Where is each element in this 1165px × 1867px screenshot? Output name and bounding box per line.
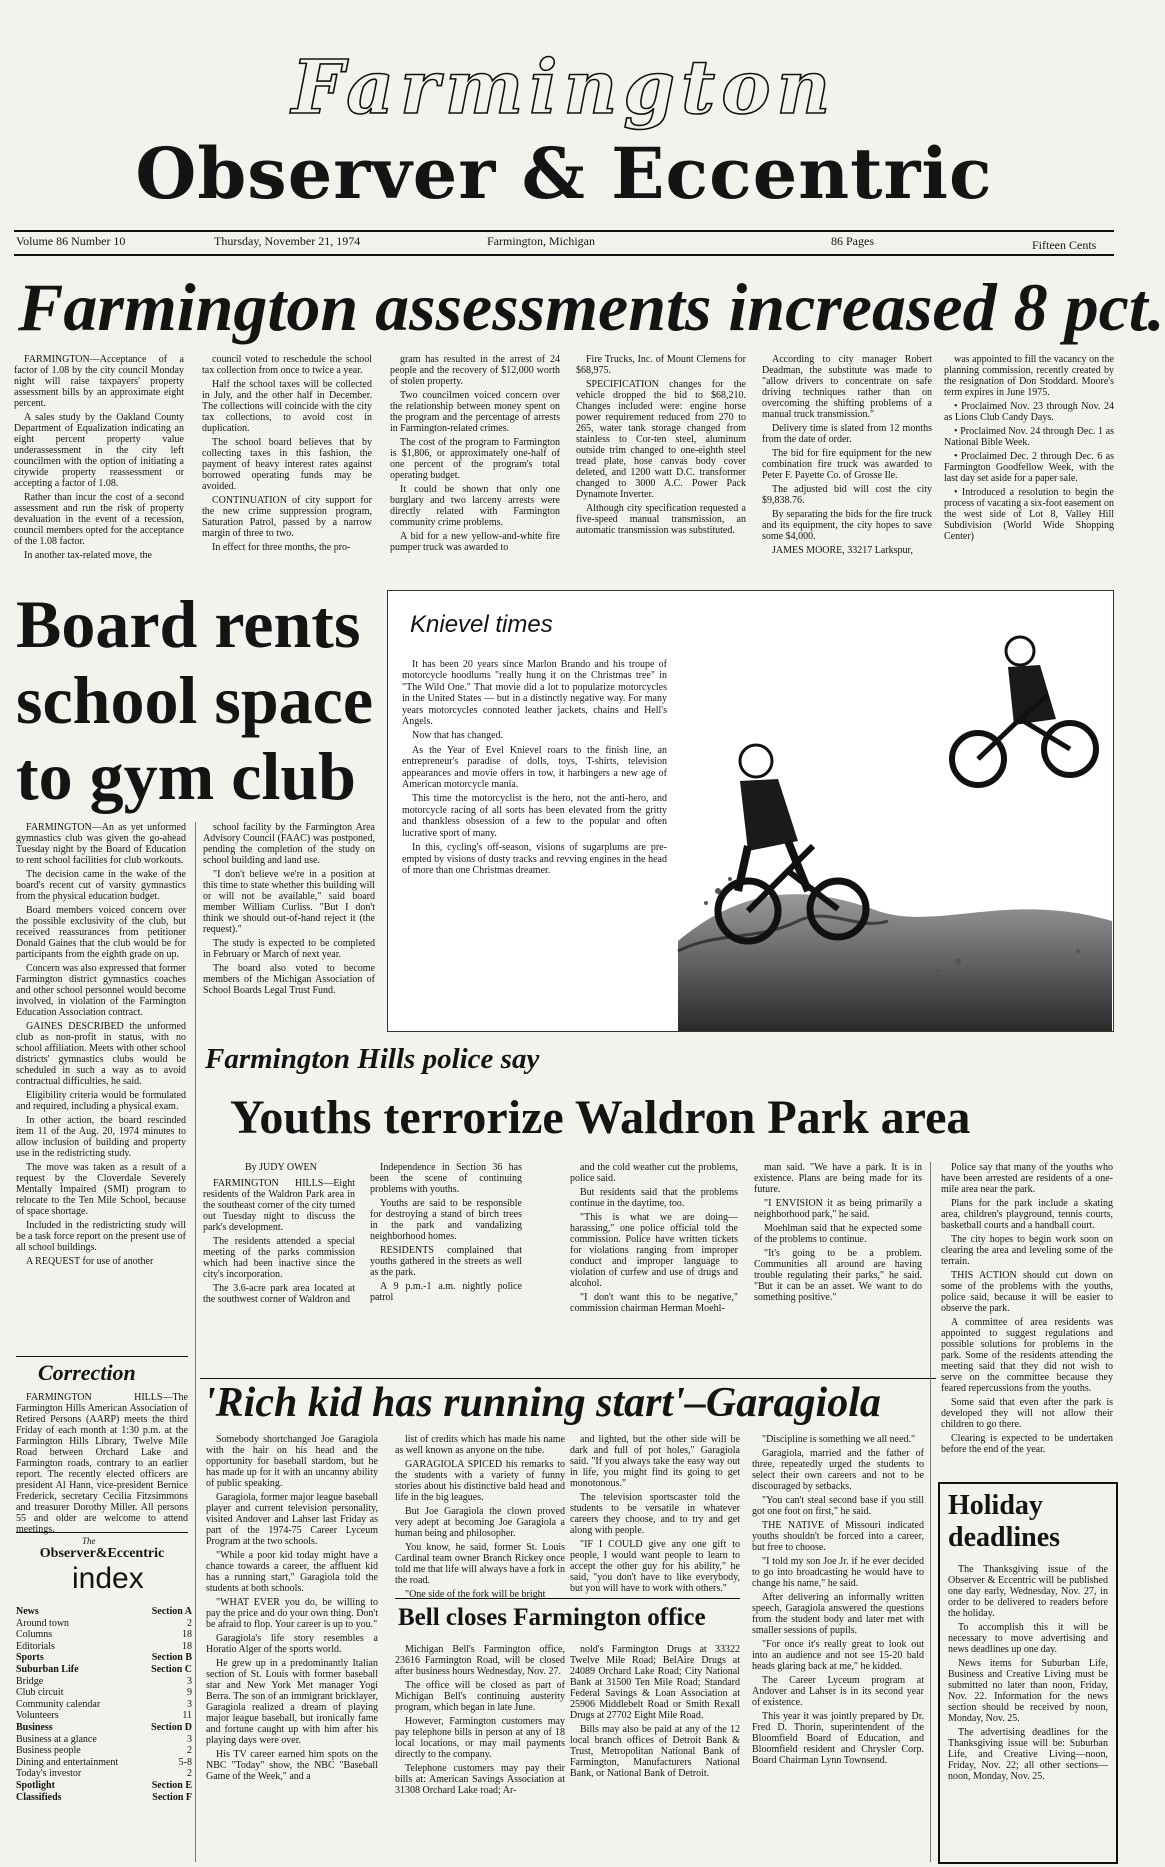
garagiola-paragraph: "Discipline is something we all need." [762, 1434, 916, 1445]
board-paragraph: Concern was also expressed that former Farmington district gymnastics coaches and other school personnel would become involved, in violation of the Farmington Education Association contract. [16, 963, 186, 1018]
knievel-feature [387, 590, 1114, 1032]
board-column-1 [16, 822, 186, 1352]
lead-paragraph: gram has resulted in the arrest of 24 people and the recovery of $12,000 worth of stolen property. [390, 354, 560, 387]
index-row [16, 1676, 192, 1688]
board-headline [16, 586, 376, 814]
index-row [16, 1722, 192, 1734]
bell-paragraph: Telephone customers may pay their bills at: American Savings Association at 31308 Orchard Lake road; Ar- [395, 1763, 565, 1796]
index-section-page: 5-8 [178, 1756, 192, 1768]
board-column-2 [203, 822, 375, 1042]
police-paragraph: The city hopes to begin work soon on clearing the area and leveling some of the terrain. [941, 1234, 1113, 1267]
index-section-name: Suburban Life [16, 1663, 79, 1675]
garagiola-paragraph: "IF I COULD give any one gift to people, I would want people to learn to accept the other guy for his ability," he said, "you don't have to like everybody, but you will have to work with others." [570, 1539, 740, 1594]
index-row [16, 1699, 192, 1711]
garagiola-paragraph: Garagiola, former major league baseball player and current television personality, visited Andover and Lahser last Friday as part of the 1974-75 Career Lyceum Program at the two schools. [206, 1492, 378, 1547]
police-paragraph: Police say that many of the youths who have been arrested are residents of a one-mile area near the park. [941, 1162, 1113, 1195]
holiday-paragraph: The advertising deadlines for the Thanksgiving issue will be: Suburban Life, and Creative Living—noon, Friday, Nov. 22; all other sections—noon, Monday, Nov. 25. [948, 1727, 1108, 1782]
knievel-paragraph: In this, cycling's off-season, visions of sugarplums are pre-empted by visions of dusty tracks and revving engines in the head of more than one Christmas dreamer. [402, 842, 667, 876]
board-paragraph: Board members voiced concern over the possible exclusivity of the club, but received reassurances from petitioner Donald Gaines that the club would be for participants from the eighth grade on up. [16, 905, 186, 960]
index-row [16, 1652, 192, 1664]
garagiola-column-1 [206, 1434, 378, 1862]
index-section-page: Section A [151, 1606, 192, 1617]
police-paragraph: The 3.6-acre park area located at the southwest corner of Waldron and [203, 1283, 355, 1305]
lead-paragraph: was appointed to fill the vacancy on the planning commission, recently created by the resignation of Don Stoddard. Moore's term expires in June 1975. [944, 354, 1114, 398]
garagiola-paragraph: "I told my son Joe Jr. if he ever decided to go into broadcasting he would have to change his name," he said. [752, 1556, 924, 1589]
police-paragraph: A 9 p.m.-1 a.m. nightly police patrol [370, 1281, 522, 1303]
board-paragraph: Included in the redistricting study will be a task force report on the present use of all school buildings. [16, 1220, 186, 1253]
index-section-page: 3 [187, 1733, 192, 1745]
board-paragraph: GAINES DESCRIBED the unformed club as non-profit in status, with no school affiliation. Meets with other school districts' gymnastics clubs would be scheduled in such a way as to avoid contractual difficulties, he said. [16, 1021, 186, 1087]
correction-rule [16, 1356, 188, 1357]
police-headline: Youths terrorize Waldron Park area [230, 1091, 971, 1144]
index-section-name: Bridge [16, 1675, 44, 1687]
lead-paragraph: Rather than incur the cost of a second assessment and run the risk of property devaluation in the event of a recession, council members opted for the acceptance of the 1.08 factor. [14, 492, 184, 547]
column-divider [195, 822, 196, 1862]
holiday-box [938, 1482, 1118, 1864]
police-paragraph: A committee of area residents was appointed to suggest regulations and possible solutions for problems in the park. Some of the residents attending the meeting said that they did not wish to serve on the committee because they feared repercussions from the youths. [941, 1317, 1113, 1394]
board-paragraph: The decision came in the wake of the board's recent cut of varsity gymnastics from the physical education budget. [16, 869, 186, 902]
lead-paragraph: The bid for fire equipment for the new combination fire truck was awarded to Peter F. Payette Co. of Grosse Ile. [762, 448, 932, 481]
lead-headline: Farmington assessments increased 8 pct. [18, 269, 1165, 345]
lead-column-3 [390, 354, 560, 576]
police-paragraph: Plans for the park include a skating area, children's playground, tennis courts, basketball courts and a handball court. [941, 1198, 1113, 1231]
police-paragraph: FARMINGTON HILLS—Eight residents of the Waldron Park area in the southeast corner of the city turned out Tuesday night to discuss the park's development. [203, 1178, 355, 1233]
index-section-page: 3 [187, 1698, 192, 1710]
police-paragraph: "I don't want this to be negative," commission chairman Herman Moehl- [570, 1292, 738, 1314]
index-title: index [72, 1562, 144, 1595]
masthead-rule-top [14, 230, 1114, 232]
lead-paragraph: • Introduced a resolution to begin the process of vacating a six-foot easement on the west side of Lot 8, Valley Hill Subdivision (World Wide Shopping Center) [944, 487, 1114, 542]
garagiola-paragraph: "WHAT EVER you do, be willing to pay the price and do your own thing. Don't be afraid to flop. Your career is up to you." [206, 1597, 378, 1630]
police-paragraph: man said. "We have a park. It is in existence. Plans are being made for its future. [754, 1162, 922, 1195]
lead-column-5 [762, 354, 932, 576]
board-paragraph: school facility by the Farmington Area Advisory Council (FAAC) was postponed, pending the completion of the study on school building and land use. [203, 822, 375, 866]
index-logo: Observer&Eccentric [39, 1546, 165, 1561]
police-paragraph: "It's going to be a problem. Communities all around are having trouble regulating their parks," he said. "But it can be an asset. We want to do something positive." [754, 1248, 922, 1303]
garagiola-paragraph: "While a poor kid today might have a chance towards a career, the affluent kid has a running start," Garagiola told the students at both schools. [206, 1550, 378, 1594]
police-column-4 [754, 1162, 922, 1373]
index-section-name: Editorials [16, 1640, 55, 1652]
garagiola-column-2 [395, 1434, 565, 1600]
index-rule [16, 1532, 188, 1533]
lead-paragraph: Delivery time is slated from 12 months from the date of order. [762, 423, 932, 445]
garagiola-paragraph: Somebody shortchanged Joe Garagiola with the hair on his head and the opportunity for baseball stardom, but he has made up for it with an uncanny ability of public speaking. [206, 1434, 378, 1489]
bell-paragraph: However, Farmington customers may pay telephone bills in person at any of 18 local locations, or may mail payments directly to the company. [395, 1716, 565, 1760]
police-paragraph: Clearing is expected to be undertaken before the end of the year. [941, 1433, 1113, 1455]
police-paragraph: The residents attended a special meeting of the parks commission which had been inactive since the city's incorporation. [203, 1236, 355, 1280]
garagiola-paragraph: GARAGIOLA SPICED his remarks to the students with a variety of funny stories about his distinctive bald head and life in the big leagues. [395, 1459, 565, 1503]
garagiola-paragraph: The Career Lyceum program at Andover and Lahser is in its second year of existence. [752, 1675, 924, 1708]
police-paragraph: "This is what we are doing—harassing," one police official told the commission. Police have written tickets for violations ranging from improper conduct and improper language to violation of curfew and use of drugs and alcohol. [570, 1212, 738, 1289]
masthead-rule-bottom [14, 254, 1114, 256]
lead-paragraph: A bid for a new yellow-and-white fire pumper truck was awarded to [390, 531, 560, 553]
index-row [16, 1745, 192, 1757]
lead-paragraph: The cost of the program to Farmington is $1,806, or approximately one-half of one percent of the program's total operating budget. [390, 437, 560, 481]
index-section-name: Community calendar [16, 1698, 101, 1710]
board-paragraph: In other action, the board rescinded item 11 of the Aug. 20, 1974 minutes to allow inclusion of building and property use in the redistricting study. [16, 1115, 186, 1159]
index-row [16, 1768, 192, 1780]
board-paragraph: The board also voted to become members of the Michigan Association of School Boards Legal Trust Fund. [203, 963, 375, 996]
index-row [16, 1734, 192, 1746]
index-row [16, 1664, 192, 1676]
lead-paragraph: In another tax-related move, the [24, 550, 152, 561]
bell-column-2 [570, 1644, 740, 1862]
page-count: 86 Pages [831, 234, 874, 248]
holiday-paragraph: To accomplish this it will be necessary to move advertising and news deadlines up one day. [948, 1622, 1108, 1655]
index-section-name: Volunteers [16, 1710, 59, 1722]
masthead-title: Observer & Eccentric [135, 132, 993, 215]
index-row [16, 1618, 192, 1630]
lead-paragraph: The adjusted bid will cost the city $9,838.76. [762, 484, 932, 506]
index-section-page: Section F [152, 1791, 192, 1803]
board-paragraph: Eligibility criteria would be formulated and required, including a physical exam. [16, 1090, 186, 1112]
lead-paragraph: • Proclaimed Dec. 2 through Dec. 6 as Farmington Goodfellow Week, with the last day set aside for a paper sale. [944, 451, 1114, 484]
holiday-headline-line: Holiday [948, 1490, 1043, 1521]
board-paragraph: FARMINGTON—An as yet unformed gymnastics club was given the go-ahead Tuesday night by the Board of Education to rent school facilities for club workouts. [16, 822, 186, 866]
police-column-2 [370, 1162, 522, 1373]
index-section-page: 11 [182, 1710, 192, 1722]
lead-column-4 [576, 354, 746, 576]
police-paragraph: Youths are said to be responsible for destroying a stand of birch trees in the park and vandalizing neighborhood homes. [370, 1198, 522, 1242]
knievel-paragraph: Now that has changed. [412, 730, 504, 742]
police-paragraph: "I ENVISION it as being primarily a neighborhood park," he said. [754, 1198, 922, 1220]
index-section-name: Dining and entertainment [16, 1756, 119, 1768]
index-row [16, 1606, 192, 1618]
garagiola-paragraph: His TV career earned him spots on the NBC "Today" show, the NBC "Baseball Game of the Week," and a [206, 1749, 378, 1782]
column-divider [930, 1162, 931, 1862]
holiday-text [948, 1564, 1108, 1856]
lead-paragraph: CONTINUATION of city support for the new crime suppression program, Saturation Patrol, passed by a narrow margin of three to two. [202, 495, 372, 539]
index-section-page: 2 [187, 1745, 192, 1757]
police-paragraph: Independence in Section 36 has been the scene of continuing problems with youths. [370, 1162, 522, 1195]
garagiola-paragraph: This year it was jointly prepared by Dr. Fred D. Thorin, superintendent of the Bloomfield Board of Education, and Bloomfield resident and Chrysler Corp. Board Chairman Lynn Townsend. [752, 1711, 924, 1766]
board-headline-line: to gym club [16, 738, 356, 814]
garagiola-paragraph: After delivering an informally written speech, Garagiola answered the questions from the student body and later met with smaller sessions of pupils. [752, 1592, 924, 1636]
lead-paragraph: Half the school taxes will be collected in July, and the other half in December. The collections will coincide with the city tax collections, to avoid cost in duplication. [202, 379, 372, 434]
bell-column-1 [395, 1644, 565, 1862]
knievel-paragraph: It has been 20 years since Marlon Brando and his troupe of motorcycle hoodlums "really hung it on the Christmas tree" in "The Wild One." That movie did a lot to popularize motorcycles in the United States — but in a distinctly negative way. For many years motorcycles connoted leather jackets, chains and Hell's Angels. [402, 659, 667, 728]
garagiola-headline: 'Rich kid has running start'–Garagiola [204, 1380, 881, 1426]
correction-paragraph: FARMINGTON HILLS—The Farmington Hills American Association of Retired Persons (AARP) meets the third Friday of each month at 1:30 p.m. at the Farmington Hills Library, Twelve Mile Road between Orchard Lake and Farmington roads, contrary to an earlier report. The recently elected officers are president Al Hann, vice-president Bernice Frederick, secretary Cecilia Fitzsimmons and treasurer Dorothy Miller. All persons 55 and older are welcome to attend meetings. [16, 1392, 188, 1535]
correction-text [16, 1392, 188, 1535]
police-kicker: Farmington Hills police say [205, 1043, 540, 1075]
lead-paragraph: SPECIFICATION changes for the vehicle dropped the bid to $68,210. Changes included were: engine horse power requirement reduced from 270 to 265, water tank storage changed from stainless to Cor-ten steel, aluminum outside trim changed to one-eighth steel tread plate, hose canvas body cover deleted, and 1200 watt D.C. transformer changed to 3000 A.C. Power Pack Dynamote Inverter. [576, 379, 746, 500]
lead-paragraph: FARMINGTON—Acceptance of a factor of 1.08 by the city council Monday night will raise taxpayers' property assessment bills by an approximate eight percent. [14, 354, 184, 409]
garagiola-paragraph: The television sportscaster told the students to be versatile in whatever careers they choose, and to try and get along with people. [570, 1492, 740, 1536]
index-section-page: 9 [187, 1687, 192, 1699]
police-paragraph: THIS ACTION should cut down on some of the problems with the youths, police said, because it will be easier to observe the park. [941, 1270, 1113, 1314]
lead-paragraph: Fire Trucks, Inc. of Mount Clemens for $68,975. [576, 354, 746, 376]
police-paragraph: Some said that even after the park is developed they will not allow their children to go there. [941, 1397, 1113, 1430]
index-section-name: Around town [16, 1617, 70, 1629]
index-section-page: Section B [151, 1652, 192, 1664]
index-row [16, 1687, 192, 1699]
garagiola-paragraph: "One side of the fork will be bright [405, 1589, 546, 1600]
bell-paragraph: Bills may also be paid at any of the 12 local branch offices of Detroit Bank & Trust, Metropolitan National Bank of Farmington, Manufacturers National Bank, or National Bank of Detroit. [570, 1724, 740, 1779]
volume-number: Volume 86 Number 10 [16, 234, 126, 248]
garagiola-paragraph: You know, he said, former St. Louis Cardinal team owner Branch Rickey once told me that life will always have a fork in the road. [395, 1542, 565, 1586]
masthead-top: Farmington [291, 45, 837, 131]
index-row [16, 1710, 192, 1722]
index-section-name: Club circuit [16, 1687, 64, 1699]
lead-column-6 [944, 354, 1114, 576]
index-section-name: Spotlight [16, 1779, 55, 1791]
board-paragraph: A REQUEST for use of another [26, 1256, 154, 1267]
board-headline-line: Board rents [16, 586, 361, 662]
dateline-place: Farmington, Michigan [487, 234, 595, 248]
lead-paragraph: According to city manager Robert Deadman, the substitute was made to "allow drivers to concentrate on safe driving techniques rather than on overcoming the shifting problems of a manual truck transmission." [762, 354, 932, 420]
lead-column-2 [202, 354, 372, 576]
lead-paragraph: council voted to reschedule the school tax collection from once to twice a year. [202, 354, 372, 376]
index-row [16, 1641, 192, 1653]
index-row [16, 1780, 192, 1792]
index-section-name: News [16, 1606, 39, 1617]
index-section-page: 3 [187, 1675, 192, 1687]
index-logo-the: The [82, 1536, 96, 1546]
lead-paragraph: JAMES MOORE, 33217 Larkspur, [772, 545, 913, 556]
garagiola-column-3 [570, 1434, 740, 1594]
holiday-paragraph: The Thanksgiving issue of the Observer & Eccentric will be published one day early, Wednesday, Nov. 27, in order to be delivered to readers before the holiday. [948, 1564, 1108, 1619]
index-section-page: 2 [187, 1768, 192, 1780]
garagiola-paragraph: Garagiola's life story resembles a Horatio Alger of the sports world. [206, 1633, 378, 1655]
bell-headline: Bell closes Farmington office [398, 1604, 706, 1631]
index-section-name: Columns [16, 1629, 53, 1641]
knievel-paragraph: As the Year of Evel Knievel roars to the finish line, an entrepreneur's paradise of dolls, toys, T-shirts, television appearances and movie offers in tow, it harbingers a new age of American motorcycle mania. [402, 744, 667, 791]
bell-paragraph: nold's Farmington Drugs at 33322 Twelve Mile Road; BelAire Drugs at 24089 Orchard Lake Road; City National Bank at 31500 Ten Mile Road; Standard Federal Savings & Loan Association at 25906 Middlebelt Road or Smith Rexall Drugs at 27702 Eight Mile Road. [570, 1644, 740, 1721]
holiday-headline [948, 1490, 1060, 1554]
index-section-name: Classifieds [16, 1791, 62, 1803]
holiday-headline-line: deadlines [948, 1522, 1061, 1553]
board-headline-line: school space [16, 662, 373, 738]
lead-paragraph: It could be shown that only one burglary and two larceny arrests were directly related with Farmington community crime problems. [390, 484, 560, 528]
motorcycle-photo [678, 591, 1112, 1031]
lead-paragraph: Although city specification requested a five-speed manual transmission, an automatic transmission was substituted. [576, 503, 746, 536]
garagiola-paragraph: and lighted, but the other side will be dark and full of pot holes," Garagiola said. "If you always take the easy way out in life, you might find its going to get monotonous." [570, 1434, 740, 1489]
police-byline: By JUDY OWEN [245, 1162, 317, 1173]
garagiola-paragraph: THE NATIVE of Missouri indicated youths shouldn't be forced into a career, but free to choose. [752, 1520, 924, 1553]
garagiola-paragraph: "For once it's really great to look out into an audience and not see 15-20 bald heads glaring back at me," he kidded. [752, 1639, 924, 1672]
index-section-name: Business people [16, 1745, 81, 1757]
index-list [16, 1606, 192, 1803]
index-section-name: Business at a glance [16, 1733, 97, 1745]
police-paragraph: But residents said that the problems continue in the daytime, too. [570, 1187, 738, 1209]
police-column-5 [941, 1162, 1113, 1474]
bell-paragraph: Michigan Bell's Farmington office, 23616 Farmington Road, will be closed after business hours Wednesday, Nov. 27. [395, 1644, 565, 1677]
knievel-text [402, 659, 667, 1027]
index-section-page: 18 [182, 1629, 192, 1641]
lead-paragraph: In effect for three months, the pro- [212, 542, 351, 553]
garagiola-paragraph: But Joe Garagiola the clown proved very adept at becoming Joe Garagiola a human being and philosopher. [395, 1506, 565, 1539]
police-paragraph: RESIDENTS complained that youths gathered in the streets as well as the park. [370, 1245, 522, 1278]
police-column-3 [570, 1162, 738, 1373]
index-section-page: Section C [151, 1663, 192, 1675]
index-row [16, 1757, 192, 1769]
lead-paragraph: By separating the bids for the fire truck and its equipment, the city hopes to save some $4,000. [762, 509, 932, 542]
index-row [16, 1629, 192, 1641]
index-section-name: Business [16, 1721, 53, 1733]
board-paragraph: "I don't believe we're in a position at this time to state whether this building will or will not be available," said board member William Curliss. "But I don't think we should out-of-hand reject it (the request)." [203, 869, 375, 935]
issue-date: Thursday, November 21, 1974 [214, 234, 361, 248]
garagiola-paragraph: He grew up in a predominantly Italian section of St. Louis with former baseball star and New York Met manager Yogi Berra. The son of an immigrant bricklayer, Garagiola realized a dream of playing major league baseball, but ironically fame and fortune caught up with him after his playing days were over. [206, 1658, 378, 1746]
lead-column-1 [14, 354, 184, 576]
police-paragraph: Moehlman said that he expected some of the problems to continue. [754, 1223, 922, 1245]
index-section-page: Section D [151, 1721, 192, 1733]
garagiola-paragraph: Garagiola, married and the father of three, repeatedly urged the students to select their own careers and not to be discouraged by setbacks. [752, 1448, 924, 1492]
index-section-name: Sports [16, 1652, 44, 1664]
lead-paragraph: Two councilmen voiced concern over the relationship between money spent on the program and the percentage of arrests in Farmington-related crimes. [390, 390, 560, 434]
garagiola-paragraph: "You can't steal second base if you still got one foot on first," he said. [752, 1495, 924, 1517]
garagiola-column-4 [752, 1434, 924, 1862]
index-section-page: Section E [151, 1779, 192, 1791]
lead-paragraph: • Proclaimed Nov. 24 through Dec. 1 as National Bible Week. [944, 426, 1114, 448]
board-paragraph: The study is expected to be completed in February or March of next year. [203, 938, 375, 960]
bell-paragraph: The office will be closed as part of Michigan Bell's continuing austerity program, which began in late June. [395, 1680, 565, 1713]
index-section-page: 18 [182, 1640, 192, 1652]
index-row [16, 1792, 192, 1804]
bell-rule [395, 1598, 740, 1599]
knievel-title: Knievel times [410, 611, 553, 638]
index-section-name: Today's investor [16, 1768, 82, 1780]
index-section-page: 2 [187, 1617, 192, 1629]
lead-paragraph: • Proclaimed Nov. 23 through Nov. 24 as Lions Club Candy Days. [944, 401, 1114, 423]
price: Fifteen Cents [1032, 238, 1097, 252]
lead-story-body [14, 354, 1114, 576]
holiday-paragraph: News items for Suburban Life, Business and Creative Living must be submitted no later than noon, Friday, Nov. 22. Information for the news section should be received by noon, Monday, Nov. 25. [948, 1658, 1108, 1724]
knievel-paragraph: This time the motorcyclist is the hero, not the anti-hero, and motorcycle racing of all sorts has been elevated from the gritty and thankless obsession of a few to the popular and often lucrative sport of many. [402, 793, 667, 839]
lead-paragraph: The school board believes that by collecting taxes in this fashion, the payment of heavy interest rates against borrowed operating funds may be avoided. [202, 437, 372, 492]
board-paragraph: The move was taken as a result of a request by the Cloverdale Severely Mentally Impaired (SMI) program to relocate to the Ten Mile School, because of space shortage. [16, 1162, 186, 1217]
garagiola-paragraph: list of credits which has made his name as well known as anyone on the tube. [395, 1434, 565, 1456]
police-paragraph: and the cold weather cut the problems, police said. [570, 1162, 738, 1184]
lead-paragraph: A sales study by the Oakland County Department of Equalization indicating an eight percent property value underassessment in the city left councilmen with the option of initiating a citywide property reassessment or accepting a factor of 1.08. [14, 412, 184, 489]
police-column-1 [203, 1178, 355, 1373]
correction-title: Correction [38, 1360, 136, 1385]
